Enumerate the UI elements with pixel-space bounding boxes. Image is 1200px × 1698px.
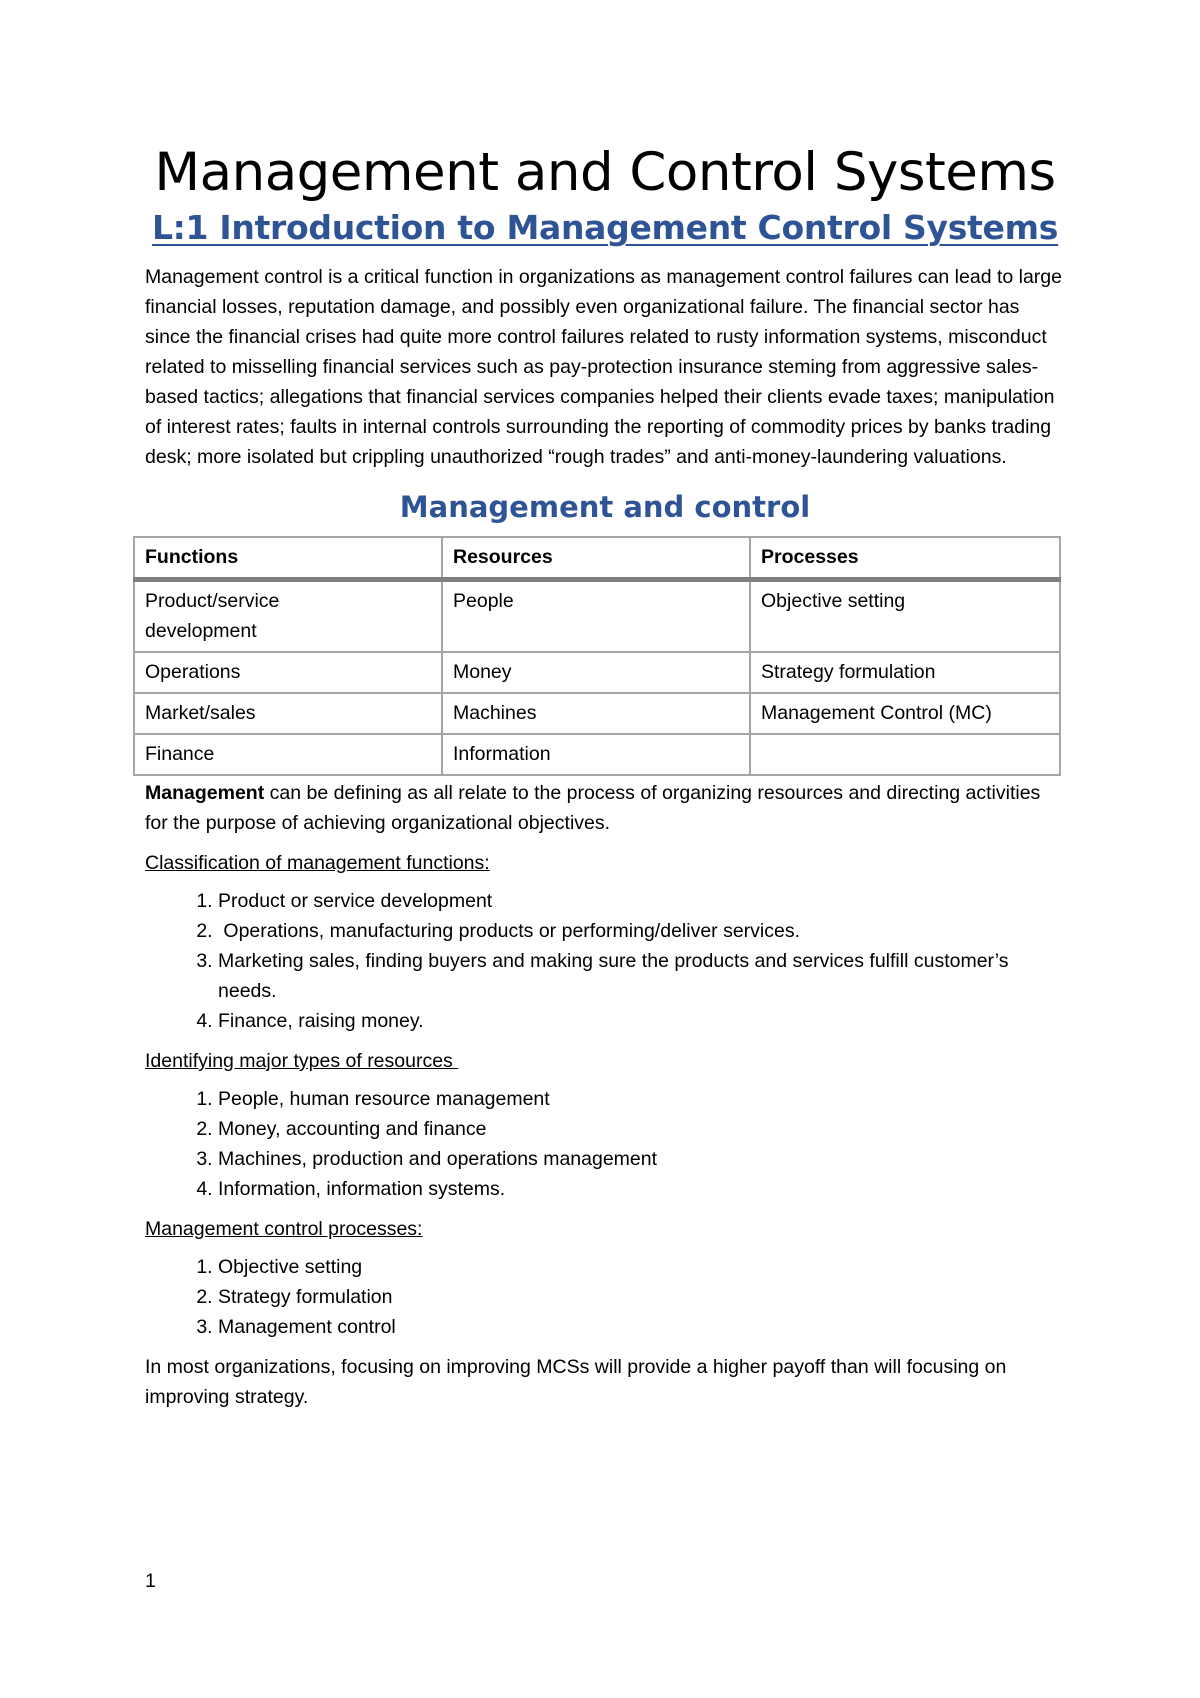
management-definition bbox=[145, 778, 1065, 838]
document-title: Management and Control Systems bbox=[154, 142, 1056, 203]
table-cell: Finance bbox=[134, 734, 442, 775]
processes-list bbox=[145, 1252, 1065, 1342]
table-cell bbox=[750, 734, 1060, 775]
table-cell: Strategy formulation bbox=[750, 652, 1060, 693]
list-item: 1. Product or service development bbox=[218, 886, 1065, 916]
table-cell: Money bbox=[442, 652, 750, 693]
table-cell: Operations bbox=[134, 652, 442, 693]
list-item: 4. Information, information systems. bbox=[218, 1174, 1065, 1204]
table-cell: Product/service development bbox=[134, 580, 442, 653]
intro-paragraph: Management control is a critical function in organizations as management control failures can lead to large financial losses, reputation damage, and possibly even organizational failure. The financial sector has since the financial crises had quite more control failures related to rusty information systems, misconduct related to misselling financial services such as pay-protection insurance steming from aggressive sales-based tactics; allegations that financial services companies helped their clients evade taxes; manipulation of interest rates; faults in internal controls surrounding the reporting of commodity prices by banks trading desk; more isolated but crippling unauthorized “rough trades” and anti-money-laundering valuations. bbox=[145, 266, 1062, 468]
resources-list bbox=[145, 1084, 1065, 1204]
list-item: 2. Money, accounting and finance bbox=[218, 1114, 1065, 1144]
table-row bbox=[134, 693, 1060, 734]
list-heading-resources: Identifying major types of resources bbox=[145, 1050, 459, 1072]
table-cell: Objective setting bbox=[750, 580, 1060, 653]
list-item: 2. Strategy formulation bbox=[218, 1282, 1065, 1312]
column-header-resources: Resources bbox=[442, 537, 750, 580]
closing-paragraph: In most organizations, focusing on improving MCSs will provide a higher payoff than will focusing on improving strategy. bbox=[145, 1356, 1007, 1408]
column-header-functions: Functions bbox=[134, 537, 442, 580]
section-title: Management and control bbox=[399, 490, 811, 524]
table-header-row bbox=[134, 537, 1060, 580]
management-control-table bbox=[133, 536, 1061, 776]
column-header-processes: Processes bbox=[750, 537, 1060, 580]
page-content bbox=[145, 140, 1065, 1412]
functions-list bbox=[145, 886, 1065, 1036]
list-heading-functions: Classification of management functions: bbox=[145, 852, 490, 874]
list-item: 3. Machines, production and operations management bbox=[218, 1144, 1065, 1174]
definition-text: can be defining as all relate to the process of organizing resources and directing activities for the purpose of achieving organizational objectives. bbox=[145, 782, 1041, 834]
list-heading-processes: Management control processes: bbox=[145, 1218, 423, 1240]
table-row bbox=[134, 652, 1060, 693]
table-row bbox=[134, 580, 1060, 653]
table-cell: People bbox=[442, 580, 750, 653]
list-item: 3. Marketing sales, finding buyers and making sure the products and services fulfill customer’s needs. bbox=[218, 946, 1065, 1006]
list-item: 4. Finance, raising money. bbox=[218, 1006, 1065, 1036]
definition-term: Management bbox=[145, 782, 265, 804]
table-cell: Market/sales bbox=[134, 693, 442, 734]
list-item: 1. Objective setting bbox=[218, 1252, 1065, 1282]
list-item: 1. People, human resource management bbox=[218, 1084, 1065, 1114]
lecture-subtitle: L:1 Introduction to Management Control Systems bbox=[151, 208, 1059, 247]
list-item: 2. Operations, manufacturing products or performing/deliver services. bbox=[218, 916, 1065, 946]
table-row bbox=[134, 734, 1060, 775]
page-number: 1 bbox=[145, 1570, 156, 1592]
table-cell: Management Control (MC) bbox=[750, 693, 1060, 734]
table-cell: Machines bbox=[442, 693, 750, 734]
list-item: 3. Management control bbox=[218, 1312, 1065, 1342]
table-cell: Information bbox=[442, 734, 750, 775]
